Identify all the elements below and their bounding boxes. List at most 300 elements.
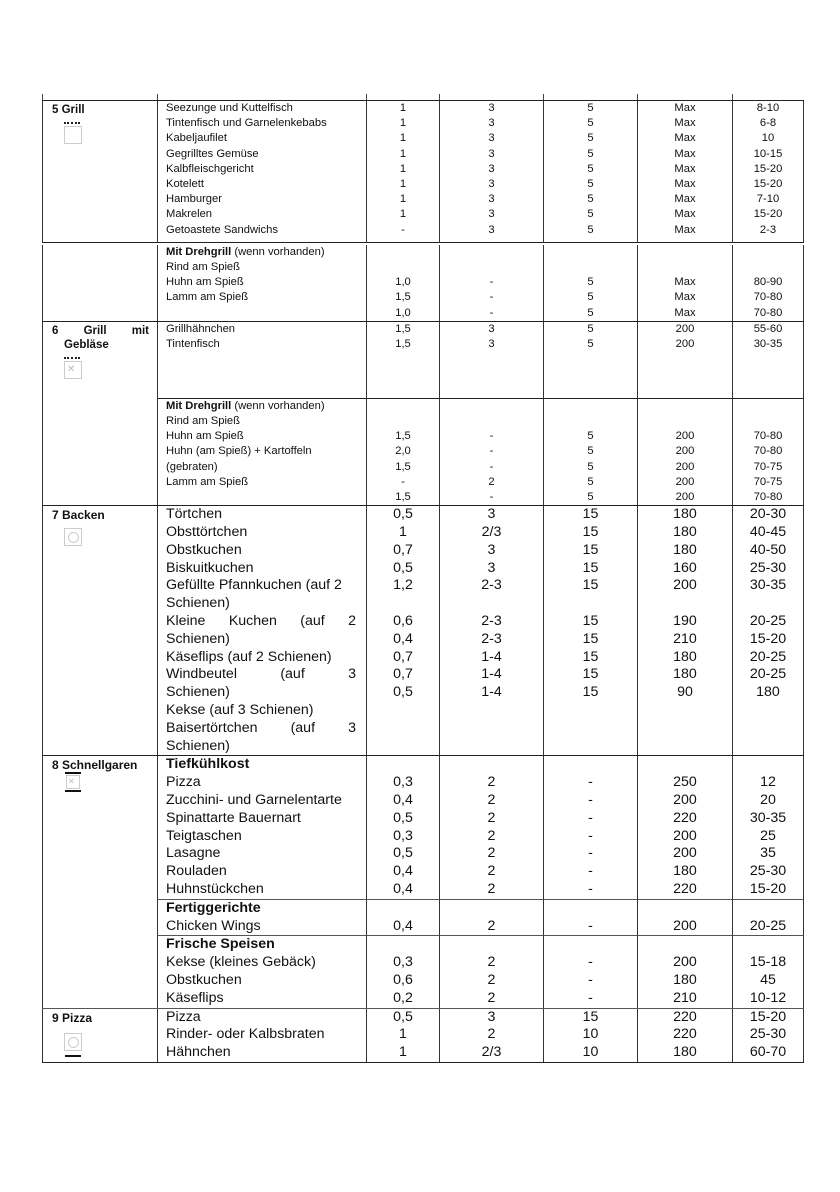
- dish-name: (gebraten): [166, 460, 218, 473]
- mode-cell: [42, 245, 157, 321]
- col-preheat: [543, 101, 637, 242]
- blank-line: [638, 383, 732, 398]
- preheat-value: 15: [582, 648, 599, 665]
- blank-line: [544, 756, 637, 774]
- level-value: 2: [487, 881, 496, 898]
- cooking-table: [42, 100, 804, 1063]
- col-time: [732, 398, 804, 505]
- blank-line: [544, 738, 637, 756]
- blank-line: [440, 738, 543, 756]
- word: (auf: [280, 666, 305, 683]
- level-value: 3: [487, 559, 496, 576]
- temp-value: 180: [673, 972, 697, 988]
- level-value: 2: [487, 917, 496, 934]
- preheat-value: -: [588, 774, 593, 791]
- word: Kleine: [166, 613, 206, 630]
- level-value: 3: [488, 132, 495, 145]
- blank-line: [440, 260, 543, 275]
- dish-name: Tintenfisch: [166, 338, 220, 351]
- temp-value: Max: [674, 117, 696, 130]
- preheat-value: 5: [587, 445, 594, 458]
- time-value: 7-10: [756, 193, 780, 206]
- time-value: 10: [761, 132, 775, 145]
- weight-value: 0,4: [393, 917, 413, 934]
- dish-name: [166, 613, 356, 631]
- weight-value: 0,6: [393, 613, 413, 630]
- preheat-value: 5: [587, 338, 594, 351]
- time-value: 25-30: [749, 559, 787, 576]
- dish-cell: [157, 245, 366, 321]
- col-level: [439, 322, 543, 398]
- weight-value: 0,4: [393, 792, 413, 809]
- level-value: -: [489, 306, 494, 319]
- group-heading-bold: Mit Drehgrill: [166, 245, 232, 258]
- weight-value: 0,3: [393, 954, 413, 971]
- blank-line: [733, 367, 803, 382]
- preheat-value: 5: [587, 276, 594, 289]
- blank-line: [440, 720, 543, 738]
- weight-value: 2,0: [395, 445, 411, 458]
- weight-value: 1: [399, 117, 407, 130]
- blank-line: [733, 756, 803, 774]
- mode-cell: [42, 935, 157, 1007]
- blank-line: [544, 720, 637, 738]
- preheat-value: 5: [587, 223, 594, 236]
- blank-line: [733, 352, 803, 367]
- dish-name: Obstkuchen: [166, 972, 242, 988]
- preheat-value: 5: [587, 178, 594, 191]
- col-weight: [366, 506, 439, 755]
- preheat-value: 15: [582, 524, 599, 541]
- temp-value: Max: [674, 102, 696, 114]
- blank-line: [166, 367, 366, 382]
- mode-title: 9 Pizza: [52, 1010, 93, 1025]
- temp-value: Max: [674, 223, 696, 236]
- word: Kuchen: [228, 613, 277, 630]
- dish-cell: [157, 935, 366, 1007]
- preheat-value: [544, 595, 637, 613]
- preheat-value: -: [588, 792, 593, 809]
- temp-value: 180: [673, 1044, 697, 1061]
- col-level: [439, 245, 543, 321]
- blank-line: [367, 383, 439, 398]
- fan-icon: ✕: [67, 363, 76, 375]
- weight-value: 1: [399, 193, 407, 206]
- level-value: 3: [488, 117, 495, 130]
- preheat-value: 5: [587, 208, 594, 221]
- col-time: [732, 245, 804, 321]
- temp-value: 180: [673, 648, 697, 665]
- time-value: 45: [760, 972, 776, 988]
- preheat-value: -: [588, 827, 593, 844]
- blank-line: [733, 260, 803, 275]
- table-section: [42, 321, 804, 398]
- weight-value: 0,3: [393, 827, 413, 844]
- temp-value: 180: [673, 541, 697, 558]
- weight-value: 1,5: [395, 338, 411, 351]
- blank-line: [638, 352, 732, 367]
- word: (auf: [300, 613, 325, 630]
- dish-name: Schienen): [166, 737, 230, 754]
- dish-cell: [157, 101, 366, 242]
- dish-cell: [157, 322, 366, 398]
- dish-name: Lamm am Spieß: [166, 475, 249, 488]
- col-level: [439, 935, 543, 1007]
- time-value: 25-30: [749, 863, 787, 880]
- col-temp: [637, 935, 732, 1007]
- dish-name: Lasagne: [166, 845, 221, 862]
- mode-title: [52, 324, 157, 352]
- group-heading: Tiefkühlkost: [166, 756, 250, 773]
- dish-name: Käseflips (auf 2 Schienen): [166, 648, 332, 665]
- temp-value: Max: [674, 132, 696, 145]
- dish-name: Schienen): [166, 595, 230, 612]
- level-value: 3: [488, 178, 495, 191]
- blank-line: [638, 720, 732, 738]
- dish-name: Huhn am Spieß: [166, 430, 244, 443]
- preheat-value: 15: [582, 666, 599, 683]
- col-time: [732, 506, 804, 755]
- time-value: 10-12: [749, 989, 787, 1006]
- dish-name: Rind am Spieß: [166, 261, 240, 274]
- preheat-value: 10: [582, 1026, 599, 1043]
- weight-value: 1: [399, 1026, 407, 1043]
- weight-value: 0,4: [393, 630, 413, 647]
- mode-cell: [42, 398, 157, 505]
- weight-value: 1,2: [393, 577, 413, 594]
- time-value: 70-80: [753, 491, 783, 504]
- dish-name: Tintenfisch und Garnelenkebabs: [166, 117, 327, 130]
- time-value: 70-80: [753, 445, 783, 458]
- word: mit: [131, 324, 149, 337]
- time-value: 20-25: [749, 917, 787, 934]
- preheat-value: 5: [587, 291, 594, 304]
- level-value: 3: [488, 162, 495, 175]
- dish-name: Chicken Wings: [166, 917, 261, 934]
- fan-circle-icon: [68, 1037, 79, 1048]
- temp-value: Max: [674, 291, 696, 304]
- blank-line: [638, 702, 732, 720]
- temp-value: [638, 595, 732, 613]
- dish-name: Hähnchen: [166, 1044, 231, 1061]
- mode-cell: [42, 756, 157, 898]
- weight-value: 1: [399, 1044, 407, 1061]
- temp-value: 200: [673, 954, 697, 971]
- level-value: 2: [487, 827, 496, 844]
- blank-line: [733, 936, 803, 954]
- mode-title: 7 Backen: [52, 508, 105, 523]
- blank-line: [638, 756, 732, 774]
- dish-name: Lamm am Spieß: [166, 291, 249, 304]
- weight-value: 0,4: [393, 863, 413, 880]
- blank-line: [544, 900, 637, 918]
- blank-line: [733, 399, 803, 414]
- col-temp: [637, 398, 732, 505]
- dish-name: Törtchen: [166, 506, 222, 523]
- weight-value: 0,5: [393, 559, 413, 576]
- time-value: 60-70: [749, 1044, 787, 1061]
- level-value: 2: [487, 1026, 496, 1043]
- time-value: 180: [756, 684, 780, 701]
- blank-line: [440, 702, 543, 720]
- preheat-value: 5: [587, 430, 594, 443]
- col-level: [439, 101, 543, 242]
- dish-name: Getoastete Sandwichs: [166, 223, 278, 236]
- level-value: 2: [487, 809, 496, 826]
- level-value: 3: [488, 208, 495, 221]
- blank-line: [367, 367, 439, 382]
- level-value: 2: [487, 972, 496, 988]
- preheat-value: 15: [582, 613, 599, 630]
- group-heading-note: (wenn vorhanden): [231, 245, 325, 258]
- col-time: [732, 899, 804, 936]
- level-value: -: [489, 430, 494, 443]
- blank-line: [166, 490, 366, 505]
- temp-value: 200: [673, 917, 697, 934]
- temp-value: 220: [673, 1008, 697, 1025]
- level-value: 1-4: [481, 666, 502, 683]
- bottom-heat-bar-icon: [65, 790, 81, 792]
- temp-value: 210: [673, 630, 697, 647]
- dish-name: Makrelen: [166, 208, 213, 221]
- preheat-value: 5: [587, 117, 594, 130]
- mode-cell: [42, 506, 157, 755]
- group-heading: Frische Speisen: [166, 936, 275, 953]
- time-value: 70-80: [753, 430, 783, 443]
- temp-value: Max: [674, 193, 696, 206]
- blank-line: [440, 352, 543, 367]
- weight-value: [367, 595, 439, 613]
- level-value: -: [489, 276, 494, 289]
- preheat-value: 15: [582, 559, 599, 576]
- weight-value: -: [401, 475, 405, 488]
- dish-name: Gefüllte Pfannkuchen (auf 2: [166, 577, 342, 594]
- blank-line: [544, 702, 637, 720]
- preheat-value: 15: [582, 506, 599, 523]
- dish-name: Kabeljaufilet: [166, 132, 227, 145]
- blank-line: [367, 245, 439, 260]
- temp-value: 200: [675, 338, 695, 351]
- col-time: [732, 1009, 804, 1062]
- dish-name: Rind am Spieß: [166, 415, 240, 428]
- level-value: 3: [488, 147, 495, 160]
- blank-line: [638, 260, 732, 275]
- blank-line: [166, 306, 366, 321]
- col-weight: [366, 398, 439, 505]
- quick-cook-icon: [52, 772, 157, 792]
- time-value: 20-25: [749, 666, 787, 683]
- temp-value: 180: [673, 524, 697, 541]
- blank-line: [733, 900, 803, 918]
- blank-line: [638, 936, 732, 954]
- preheat-value: -: [588, 972, 593, 988]
- col-temp: [637, 756, 732, 898]
- weight-value: 0,5: [393, 1008, 413, 1025]
- dish-name: Kotelett: [166, 178, 204, 191]
- blank-line: [733, 702, 803, 720]
- word: Grill: [83, 324, 107, 337]
- preheat-value: 5: [587, 460, 594, 473]
- weight-value: 0,5: [393, 845, 413, 862]
- mode-cell: [42, 322, 157, 398]
- table-section: [42, 755, 804, 898]
- time-value: 6-8: [759, 117, 777, 130]
- blank-line: [544, 399, 637, 414]
- weight-value: 0,7: [393, 541, 413, 558]
- preheat-value: 10: [582, 1044, 599, 1061]
- time-value: 12: [760, 774, 776, 791]
- preheat-value: 15: [582, 1008, 599, 1025]
- col-weight: [366, 245, 439, 321]
- icon-box: [66, 775, 80, 789]
- time-value: 70-80: [753, 291, 783, 304]
- word: 2: [348, 613, 356, 630]
- col-time: [732, 935, 804, 1007]
- weight-value: 0,6: [393, 972, 413, 988]
- temp-value: 180: [673, 666, 697, 683]
- blank-line: [638, 399, 732, 414]
- blank-line: [440, 756, 543, 774]
- level-value: 2/3: [481, 524, 502, 541]
- level-value: 2: [487, 989, 496, 1006]
- blank-line: [166, 383, 366, 398]
- temp-value: 180: [673, 863, 697, 880]
- preheat-value: 15: [582, 630, 599, 647]
- time-value: 15-20: [749, 1008, 787, 1025]
- col-preheat: [543, 506, 637, 755]
- time-value: 30-35: [753, 338, 783, 351]
- temp-value: 200: [673, 845, 697, 862]
- dish-name: [166, 666, 356, 684]
- level-value: -: [489, 445, 494, 458]
- grill-marks-icon: [64, 353, 157, 359]
- blank-line: [440, 399, 543, 414]
- dish-name: Seezunge und Kuttelfisch: [166, 102, 293, 114]
- dish-name: Huhn am Spieß: [166, 276, 244, 289]
- col-level: [439, 899, 543, 936]
- time-value: 30-35: [749, 577, 787, 594]
- weight-value: 1: [399, 524, 407, 541]
- temp-value: Max: [674, 162, 696, 175]
- level-value: 2: [488, 475, 495, 488]
- preheat-value: 15: [582, 684, 599, 701]
- weight-value: 0,2: [393, 989, 413, 1006]
- preheat-value: 5: [587, 491, 594, 504]
- time-value: [733, 595, 803, 613]
- preheat-value: -: [588, 863, 593, 880]
- preheat-value: 15: [582, 577, 599, 594]
- weight-value: 1: [399, 162, 407, 175]
- blank-line: [367, 756, 439, 774]
- time-value: 15-18: [749, 954, 787, 971]
- table-section: [42, 398, 804, 505]
- mode-title: 8 Schnellgaren: [52, 758, 138, 773]
- temp-value: 210: [673, 989, 697, 1006]
- level-value: -: [489, 491, 494, 504]
- blank-line: [544, 414, 637, 429]
- time-value: 15-20: [753, 162, 783, 175]
- temp-value: 200: [675, 445, 695, 458]
- dish-name: Biskuitkuchen: [166, 559, 254, 576]
- mode-title-line: [52, 324, 149, 338]
- temp-value: 190: [673, 613, 697, 630]
- time-value: 35: [760, 845, 776, 862]
- weight-value: -: [401, 223, 405, 236]
- col-preheat: [543, 322, 637, 398]
- preheat-value: 5: [587, 162, 594, 175]
- blank-line: [733, 738, 803, 756]
- col-weight: [366, 322, 439, 398]
- grill-fan-icon: [52, 353, 157, 379]
- preheat-value: 5: [587, 306, 594, 319]
- col-weight: [366, 756, 439, 898]
- blank-line: [367, 720, 439, 738]
- preheat-value: -: [588, 845, 593, 862]
- weight-value: 1,5: [395, 460, 411, 473]
- blank-line: [367, 260, 439, 275]
- dish-cell: [157, 398, 366, 505]
- time-value: 20: [760, 792, 776, 809]
- col-weight: [366, 1009, 439, 1062]
- blank-line: [440, 367, 543, 382]
- table-section: [42, 100, 804, 242]
- weight-value: 1,5: [395, 291, 411, 304]
- time-value: 20-30: [749, 506, 787, 523]
- col-temp: [637, 1009, 732, 1062]
- time-value: 55-60: [753, 322, 783, 335]
- dish-name: Gegrilltes Gemüse: [166, 147, 259, 160]
- temp-value: 200: [673, 827, 697, 844]
- dish-cell: [157, 756, 366, 898]
- dish-name: Pizza: [166, 774, 201, 791]
- time-value: 15-20: [749, 881, 787, 898]
- time-value: 25-30: [749, 1026, 787, 1043]
- preheat-value: 5: [587, 147, 594, 160]
- group-heading: [166, 245, 366, 260]
- grill-marks-icon: [64, 118, 157, 124]
- temp-value: 250: [673, 774, 697, 791]
- blank-line: [367, 936, 439, 954]
- temp-value: 200: [673, 792, 697, 809]
- blank-line: [440, 936, 543, 954]
- level-value: 2-3: [481, 577, 502, 594]
- col-preheat: [543, 1009, 637, 1062]
- col-time: [732, 322, 804, 398]
- temp-value: 200: [675, 322, 695, 335]
- weight-value: 0,5: [393, 809, 413, 826]
- blank-line: [544, 936, 637, 954]
- group-heading-note: (wenn vorhanden): [231, 399, 325, 412]
- temp-value: Max: [674, 178, 696, 191]
- temp-value: 200: [675, 460, 695, 473]
- dish-cell: [157, 1009, 366, 1062]
- col-level: [439, 1009, 543, 1062]
- level-value: -: [489, 291, 494, 304]
- weight-value: 1: [399, 147, 407, 160]
- preheat-value: 5: [587, 132, 594, 145]
- dish-cell: [157, 506, 366, 755]
- blank-line: [638, 738, 732, 756]
- weight-value: 0,3: [393, 774, 413, 791]
- weight-value: 1,5: [395, 430, 411, 443]
- temp-value: 200: [675, 475, 695, 488]
- time-value: 15-20: [753, 178, 783, 191]
- blank-line: [440, 414, 543, 429]
- temp-value: Max: [674, 208, 696, 221]
- temp-value: 220: [673, 809, 697, 826]
- mode-cell: [42, 899, 157, 936]
- bottom-heat-bar-icon: [65, 1055, 81, 1057]
